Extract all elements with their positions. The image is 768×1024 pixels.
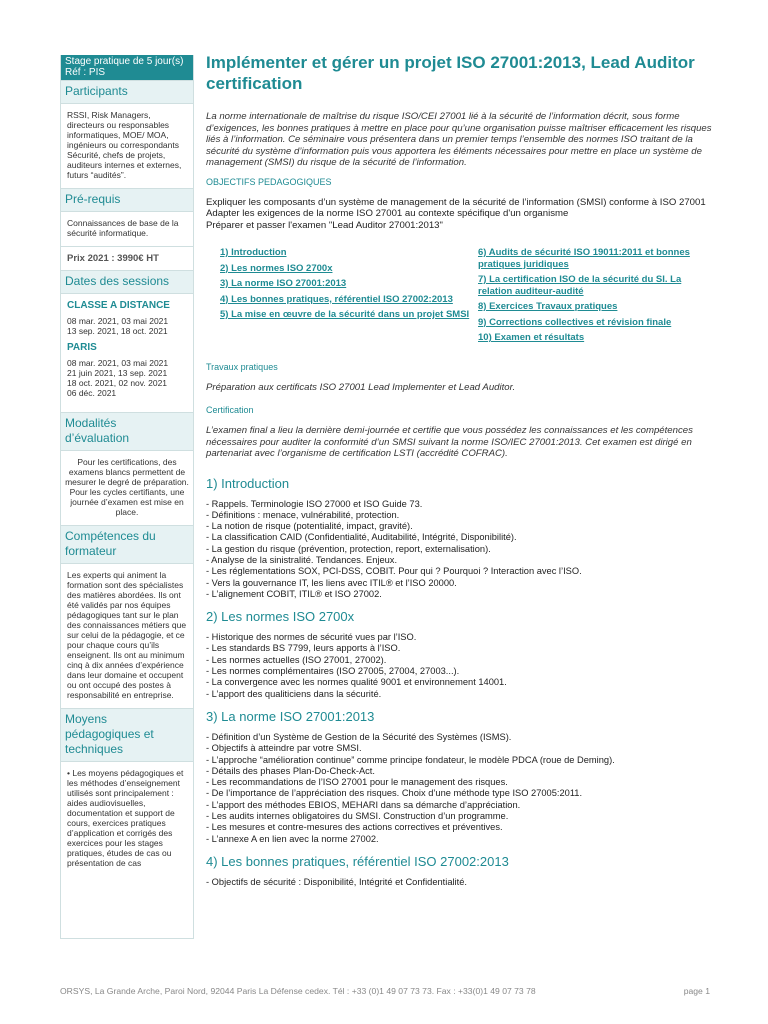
bullet-item: - Définition d’un Système de Gestion de la Sécurité des Systèmes (ISMS). [206, 731, 512, 742]
toc-link-exam[interactable]: 10) Examen et résultats [478, 332, 585, 343]
sessions-section [61, 270, 193, 412]
teaching-means-heading-line: pédagogiques et [65, 727, 154, 741]
bullet-item: - Les standards BS 7799, leurs apports à l’ISO. [206, 643, 401, 654]
practical-work-text: Préparation aux certificats ISO 27001 Lead Implementer et Lead Auditor. [206, 381, 516, 393]
bullet-item: - Les mesures et contre-mesures des actions correctives et préventives. [206, 822, 503, 833]
evaluation-heading-line: d’évaluation [65, 431, 130, 445]
section-bullet-list [206, 632, 716, 700]
section-heading: 2) Les normes ISO 2700x [206, 609, 355, 625]
evaluation-heading-line: Modalités [65, 416, 117, 430]
evaluation-section [61, 412, 193, 525]
sidebar [60, 55, 194, 939]
section-heading: 3) La norme ISO 27001:2013 [206, 708, 375, 724]
table-of-contents [206, 247, 716, 348]
trainer-skills-text: Les experts qui animent la formation sont des spécialistes des matières abordées. Ils ont été validés par nos équipes pédagogiques tant sur le plan des connaissances métiers que sur celui de la pédagogie, et ce pour chaque cours qu’ils enseignent. Ils ont au minimum cinq à dix années d’expérience dans leur domaine et occupent ou ont occupé des postes à responsabilité en entreprise. [67, 570, 187, 700]
bullet-item: - Historique des normes de sécurité vues par l’ISO. [206, 632, 417, 643]
page-title: Implémenter et gérer un projet ISO 27001:2013, Lead Auditor certification [206, 53, 695, 93]
bullet-item: - La gestion du risque (prévention, protection, report, externalisation). [206, 543, 491, 554]
bullet-item: - La classification CAID (Confidentialité, Auditabilité, Intégrité, Disponibilité). [206, 532, 517, 543]
bullet-item: - L’apport des qualiticiens dans la sécurité. [206, 688, 382, 699]
objective-item: Expliquer les composants d’un système de management de la sécurité de l’information (SMSI) conforme à ISO 27001 [206, 196, 706, 208]
section-iso-2700x [206, 609, 716, 700]
bullet-item: - Les normes complémentaires (ISO 27005, 27004, 27003...). [206, 666, 460, 677]
prerequisites-section [61, 188, 193, 246]
trainer-skills-heading-line: Compétences du [65, 529, 156, 543]
prerequisites-heading: Pré-requis [61, 189, 193, 212]
trainer-skills-heading-line: formateur [65, 544, 117, 558]
evaluation-text: Pour les certifications, des examens blancs permettent de mesurer le degré de préparation. Pour les cycles certifiants, une journée d’examen est mise en place. [65, 457, 189, 517]
section-iso-27002 [206, 854, 716, 888]
stage-info-box [61, 55, 193, 80]
objectives-label: OBJECTIFS PEDAGOGIQUES [206, 176, 332, 187]
evaluation-heading [61, 413, 193, 451]
prerequisites-text: Connaissances de base de la sécurité informatique. [67, 218, 179, 238]
toc-link-exercises[interactable]: 8) Exercices Travaux pratiques [478, 301, 618, 312]
toc-link-smsi-project[interactable]: 5) La mise en œuvre de la sécurité dans un projet SMSI [220, 309, 470, 320]
toc-left-column [220, 247, 474, 348]
participants-heading: Participants [61, 81, 193, 104]
teaching-means-text: • Les moyens pédagogiques et les méthodes d’enseignement utilisés sont principalement : aides audiovisuelles, documentation et support de cours, exercices pratiques d’application et corrigés des exercices pour les stages pratiques, études de cas ou présentation de cas [67, 768, 184, 868]
session-paris-dates [67, 358, 188, 398]
sessions-body [61, 294, 193, 412]
participants-text: RSSI, Risk Managers, directeurs ou responsables informatiques, MOE/ MOA, ingénieurs ou correspondants Sécurité, chefs de projets, auditeurs internes et externes, futurs “audités”. [67, 110, 182, 180]
bullet-item: - Détails des phases Plan-Do-Check-Act. [206, 765, 375, 776]
bullet-item: - Objectifs à atteindre par votre SMSI. [206, 743, 362, 754]
session-date-line: 13 sep. 2021, 18 oct. 2021 [67, 326, 168, 336]
bullet-item: - Les normes actuelles (ISO 27001, 27002). [206, 654, 387, 665]
participants-section [61, 80, 193, 188]
section-bullet-list [206, 877, 716, 888]
bullet-item: - Les réglementations SOX, PCI-DSS, COBIT. Pour qui ? Pourquoi ? Interaction avec l’ISO. [206, 566, 582, 577]
bullet-item: - Les recommandations de l’ISO 27001 pour le management des risques. [206, 777, 508, 788]
bullet-item: - La notion de risque (potentialité, impact, gravité). [206, 521, 413, 532]
stage-duration: Stage pratique de 5 jour(s) [65, 56, 184, 67]
teaching-means-heading [61, 709, 193, 762]
objective-item: Préparer et passer l'examen "Lead Auditor 27001:2013" [206, 219, 443, 231]
toc-link-iso-2700x[interactable]: 2) Les normes ISO 2700x [220, 262, 333, 274]
teaching-means-section [61, 708, 193, 876]
section-heading: 4) Les bonnes pratiques, référentiel ISO 27002:2013 [206, 853, 509, 869]
session-date-line: 06 déc. 2021 [67, 388, 117, 398]
section-introduction [206, 476, 716, 601]
bullet-item: - L’approche “amélioration continue” comme principe fondateur, le modèle PDCA (roue de Deming). [206, 754, 615, 765]
page-footer [60, 986, 710, 996]
bullet-item: - Analyse de la sinistralité. Tendances. Enjeux. [206, 554, 398, 565]
bullet-item: - Vers la gouvernance IT, les liens avec ITIL® et l’ISO 20000. [206, 577, 457, 588]
bullet-item: - Définitions : menace, vulnérabilité, protection. [206, 509, 400, 520]
objective-item: Adapter les exigences de la norme ISO 27001 au contexte spécifique d'un organisme [206, 208, 569, 219]
section-iso-27001 [206, 709, 716, 845]
bullet-item: - Les audits internes obligatoires du SMSI. Construction d’un programme. [206, 811, 509, 822]
bullet-item: - Rappels. Terminologie ISO 27000 et ISO Guide 73. [206, 498, 423, 509]
bullet-item: - L’annexe A en lien avec la norme 27002. [206, 833, 379, 844]
toc-link-certification[interactable]: 7) La certification ISO de la sécurité du SI. La relation auditeur-audité [478, 274, 682, 297]
section-bullet-list [206, 499, 716, 601]
certification-text: L’examen final a lieu la dernière demi-journée et certifie que vous possédez les connaissances et les compétences nécessaires pour auditer la conformité d’un SMSI suivant la norme ISO/IEC 27001:2013. Cet examen est dirigé en partenariat avec l’organisme de certification LSTI (accrédité COFRAC). [206, 425, 693, 459]
stage-reference: Réf : PIS [65, 67, 106, 78]
teaching-means-heading-line: Moyens [65, 712, 108, 726]
practical-work-label: Travaux pratiques [206, 361, 278, 372]
price-label: Prix 2021 : 3990€ HT [61, 246, 193, 270]
session-remote-dates [67, 316, 188, 336]
bullet-item: - L’alignement COBIT, ITIL® et ISO 27002. [206, 588, 382, 599]
section-heading: 1) Introduction [206, 475, 290, 491]
toc-link-iso-27002[interactable]: 4) Les bonnes pratiques, référentiel ISO 27002:2013 [220, 293, 453, 305]
certification-label: Certification [206, 405, 254, 415]
trainer-skills-heading [61, 526, 193, 564]
trainer-skills-section [61, 525, 193, 708]
session-date-line: 08 mar. 2021, 03 mai 2021 [67, 316, 169, 326]
session-date-line: 08 mar. 2021, 03 mai 2021 [67, 358, 169, 368]
bullet-item: - La convergence avec les normes qualité 9001 et environnement 14001. [206, 677, 507, 688]
toc-link-audits[interactable]: 6) Audits de sécurité ISO 19011:2011 et bonnes pratiques juridiques [478, 247, 690, 270]
page-number: page 1 [683, 986, 710, 996]
footer-address: ORSYS, La Grande Arche, Paroi Nord, 92044 Paris La Défense cedex. Tél : +33 (0)1 49 07 73 73. Fax : +33(0)1 49 07 73 78 [60, 986, 536, 996]
toc-right-column [474, 247, 702, 348]
sessions-heading: Dates des sessions [61, 271, 193, 294]
toc-link-corrections[interactable]: 9) Corrections collectives et révision finale [478, 316, 672, 328]
session-date-line: 18 oct. 2021, 02 nov. 2021 [67, 378, 168, 388]
bullet-item: - Objectifs de sécurité : Disponibilité, Intégrité et Confidentialité. [206, 876, 467, 887]
objectives-list [206, 197, 716, 232]
intro-paragraph: La norme internationale de maîtrise du risque ISO/CEI 27001 lié à la sécurité de l’information décrit, sous forme d’exigences, les bonnes pratiques à mettre en place pour qu’une organisation puisse maîtriser efficacement les risques liés à l’information. Ce séminaire vous présentera dans un premier temps l’ensemble des normes ISO traitant de la sécurité du système d’information puis vous apportera les éléments nécessaires pour mettre en place un système de management (SMSI) du risque de la sécurité de l’information. [206, 111, 712, 168]
section-bullet-list [206, 732, 716, 845]
main-content [206, 52, 716, 897]
session-class-remote-label: CLASSE A DISTANCE [67, 300, 170, 311]
toc-link-iso-27001[interactable]: 3) La norme ISO 27001:2013 [220, 278, 347, 289]
session-date-line: 21 juin 2021, 13 sep. 2021 [67, 368, 168, 378]
toc-link-introduction[interactable]: 1) Introduction [220, 247, 287, 258]
session-class-paris-label: PARIS [67, 342, 97, 353]
bullet-item: - De l’importance de l’appréciation des risques. Choix d’une méthode type ISO 27005:2011. [206, 788, 583, 799]
teaching-means-heading-line: techniques [65, 742, 124, 756]
bullet-item: - L’apport des méthodes EBIOS, MEHARI dans sa démarche d’appréciation. [206, 799, 521, 810]
